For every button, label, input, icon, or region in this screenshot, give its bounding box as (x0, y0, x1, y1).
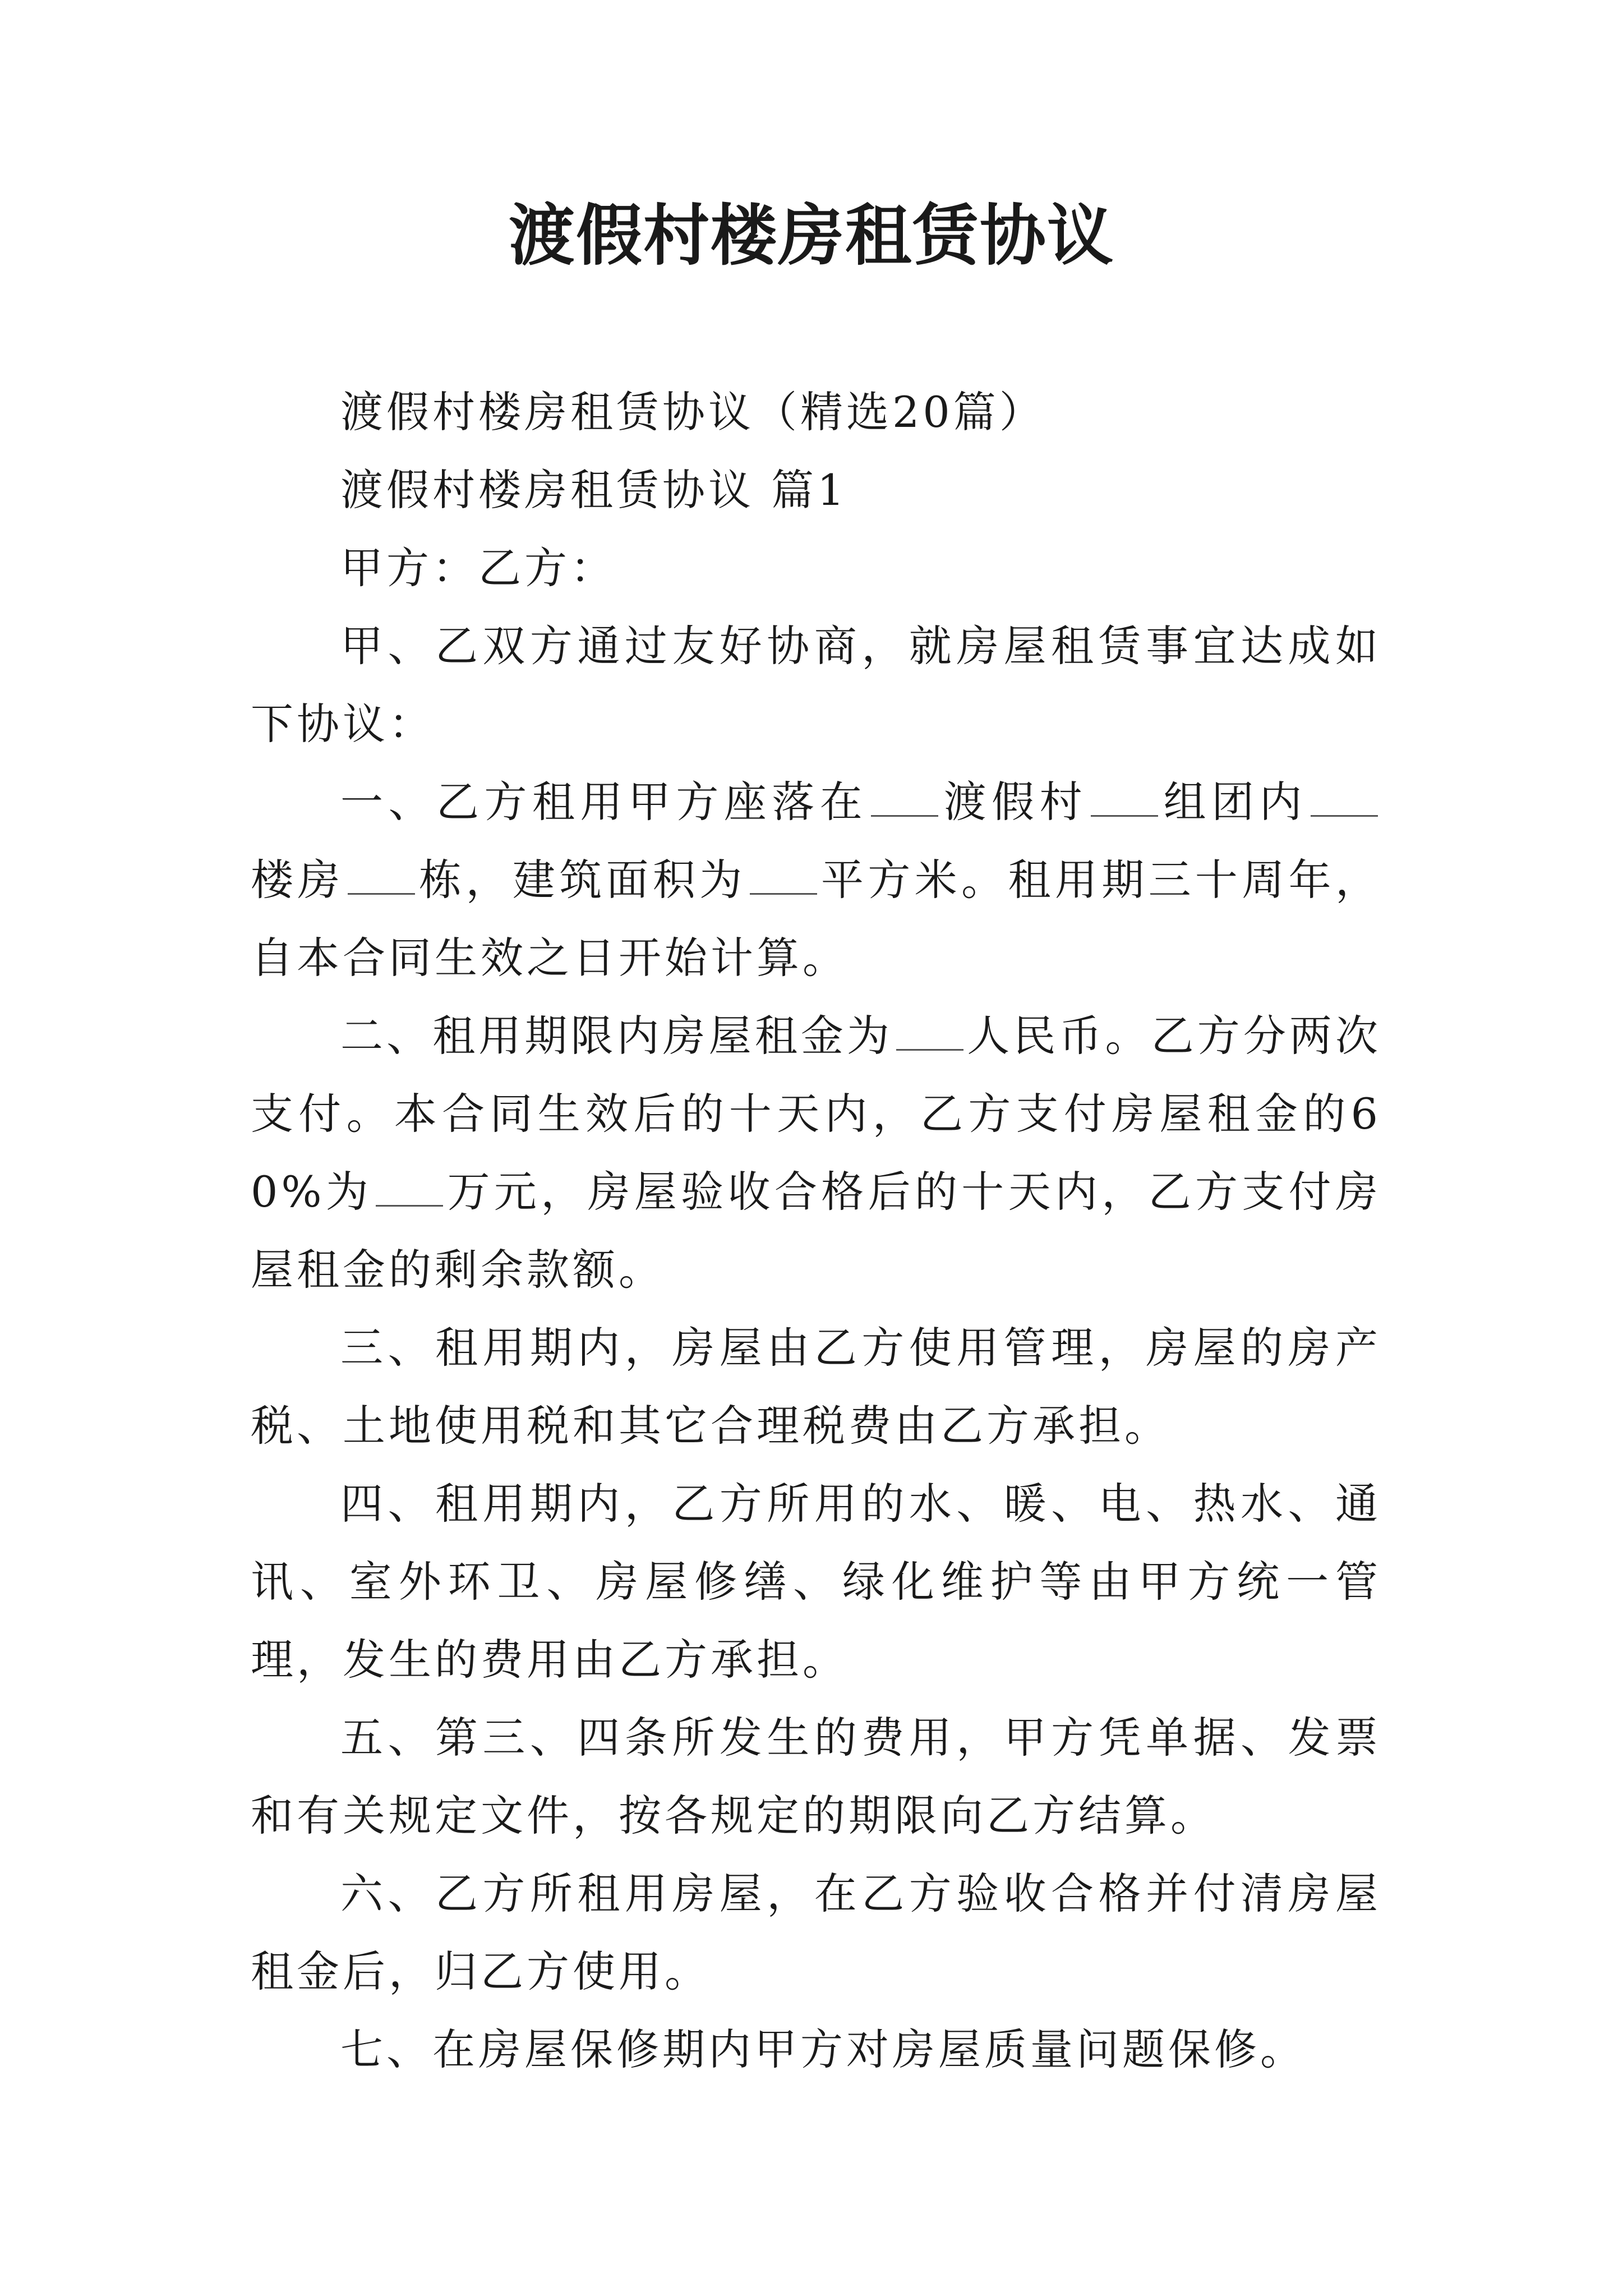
clause-1-text-c: 组团内 (1161, 777, 1308, 827)
blank-building (1311, 815, 1378, 817)
clause-2-text-a: 二、租用期限内房屋租金为 (340, 1011, 893, 1061)
intro-paragraph: 甲、乙双方通过友好协商，就房屋租赁事宜达成如下协议： (251, 621, 1381, 749)
section-heading: 渡假村楼房租赁协议 篇1 (340, 465, 848, 515)
clause-4: 四、租用期内，乙方所用的水、暖、电、热水、通讯、室外环卫、房屋修缮、绿化维护等由甲方统一管理，发生的费用由乙方承担。 (251, 1479, 1381, 1685)
clause-1-text-d: 楼房 (251, 855, 344, 905)
clause-2-text-c: 万元，房屋验收合格后的十天内，乙方支付房屋租金的剩余款额。 (251, 1167, 1381, 1295)
blank-location (871, 815, 938, 817)
clause-2-text-b: 人民币。乙方分两次支付。本合同生效后的十天内，乙方支付房屋租金的60%为 (251, 1011, 1382, 1217)
clause-1 (251, 763, 1381, 997)
document-title: 渡假村楼房租赁协议 (508, 196, 1114, 274)
blank-unit (348, 893, 415, 895)
subtitle: 渡假村楼房租赁协议（精选20篇） (340, 387, 1045, 437)
blank-area (750, 893, 817, 895)
document-body (251, 373, 1381, 2088)
clause-6: 六、乙方所租用房屋，在乙方验收合格并付清房屋租金后，归乙方使用。 (251, 1869, 1381, 1996)
clause-5: 五、第三、四条所发生的费用，甲方凭单据、发票和有关规定文件，按各规定的期限向乙方结算。 (251, 1713, 1381, 1841)
blank-group (1091, 815, 1158, 817)
clause-1-text-b: 渡假村 (942, 777, 1088, 827)
clause-1-text-a: 一、乙方租用甲方座落在 (340, 777, 868, 827)
clause-1-text-e: 栋，建筑面积为 (418, 855, 746, 905)
clause-1-text-f: 平方米。租用期三十周年，自本合同生效之日开始计算。 (251, 855, 1382, 983)
blank-rent (896, 1049, 963, 1051)
clause-3: 三、租用期内，房屋由乙方使用管理，房屋的房产税、土地使用税和其它合理税费由乙方承担。 (251, 1323, 1381, 1451)
clause-7: 七、在房屋保修期内甲方对房屋质量问题保修。 (340, 2024, 1306, 2074)
parties-line: 甲方：乙方： (340, 543, 616, 593)
blank-amount (376, 1205, 443, 1207)
clause-2 (251, 997, 1381, 1309)
